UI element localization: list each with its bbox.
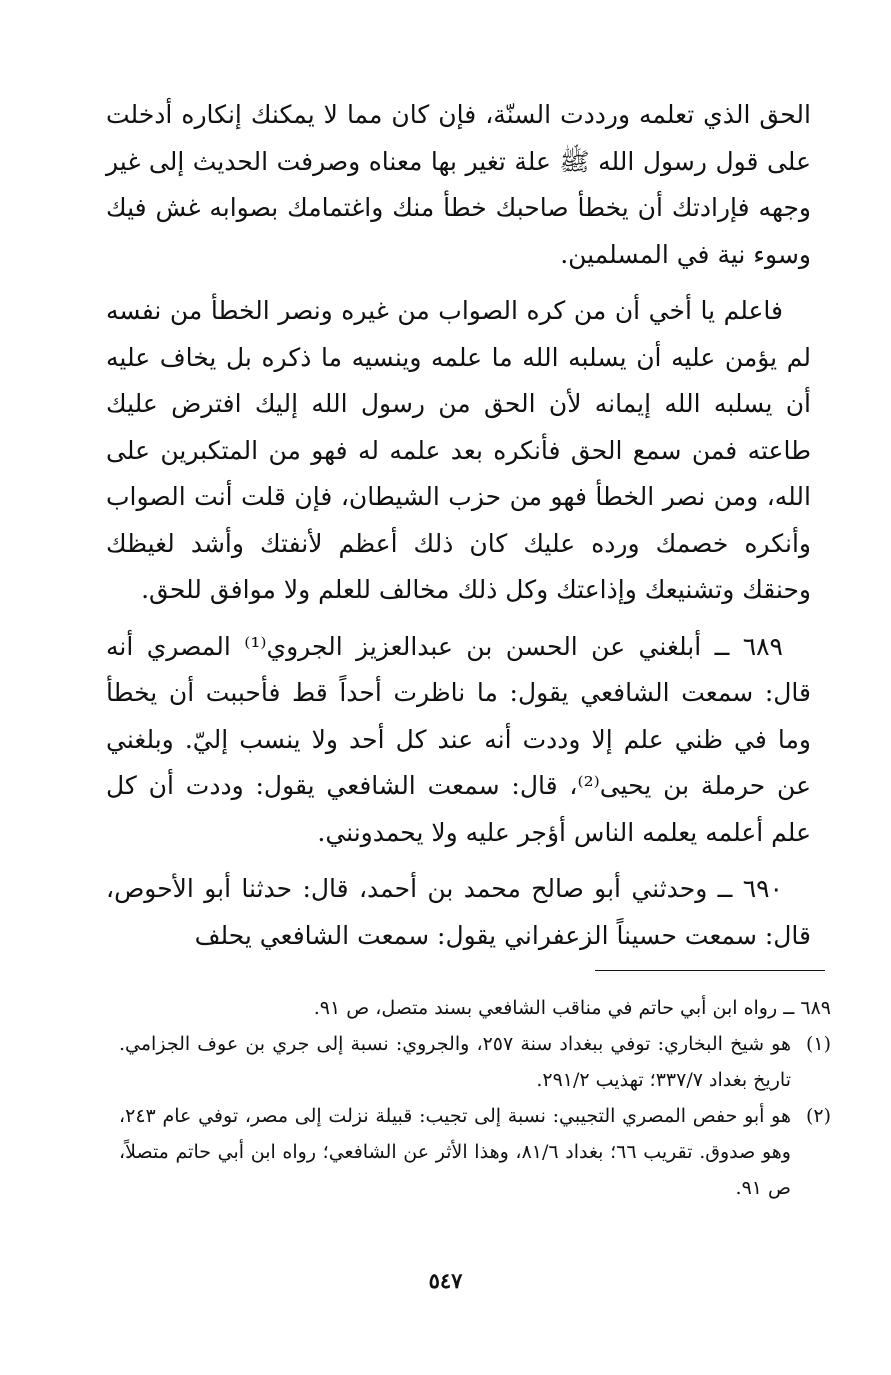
footnote-2-number: (٢) (805, 1105, 831, 1127)
footnote-2-text: هو أبو حفص المصري التجيبي: نسبة إلى تجيب: قبيلة نزلت إلى مصر، توفي عام ٢٤٣، وهو صدوق. تقريب ٦٦؛ بغداد ٨١/٦، وهذا الأثر عن الشافعي؛ رواه ابن أبي حاتم متصلاً، ص ٩١. (119, 1105, 791, 1199)
footnote-2 (119, 1098, 831, 1206)
paragraph-admonition: فاعلم يا أخي أن من كره الصواب من غيره ونصر الخطأ من نفسه لم يؤمن عليه أن يسلبه الله ما علمه وينسيه ما ذكره بل يخاف عليه أن يسلبه الله إيمانه لأن الحق من رسول الله إليك افترض عليك طاعته فمن سمع الحق فأنكره بعد علمه له فهو من المتكبرين على الله، ومن نصر الخطأ فهو من حزب الشيطان، فإن قلت أنت الصواب وأنكره خصمك ورده عليك كان ذلك أعظم لأنفتك وأشد لغيظك وحنقك وتشنيعك وإذاعتك وكل ذلك مخالف للعلم ولا موافق للحق. (106, 296, 811, 604)
paragraph-narration-690: ٦٩٠ ــ وحدثني أبو صالح محمد بن أحمد، قال: حدثنا أبو الأحوص، قال: سمعت حسيناً الزعفراني يقول: سمعت الشافعي يحلف (106, 874, 811, 950)
footnote-1-number: (١) (805, 1033, 831, 1055)
footnote-1-text: هو شيخ البخاري: توفي ببغداد سنة ٢٥٧، والجروي: نسبة إلى جري بن عوف الجزامي. تاريخ بغداد ٣٣٧/٧؛ تهذيب ٢٩١/٢. (119, 1033, 791, 1091)
main-text (106, 92, 811, 959)
footnotes (119, 990, 831, 1206)
page-number: ٥٤٧ (428, 1268, 463, 1293)
paragraph-narration-689: ٦٨٩ ــ أبلغني عن الحسن بن عبدالعزيز الجروي⁽¹⁾ المصري أنه قال: سمعت الشافعي يقول: ما ناظرت أحداً قط فأحببت أن يخطأ وما في ظني علم إلا وددت أنه عند كل أحد ولا ينسب إليّ. وبلغني عن حرملة بن يحيى⁽²⁾، قال: سمعت الشافعي يقول: وددت أن كل علم أعلمه يعلمه الناس أؤجر عليه ولا يحمدونني. (106, 631, 812, 847)
paragraph-continuation: الحق الذي تعلمه ورددت السنّة، فإن كان مما لا يمكنك إنكاره أدخلت على قول رسول الله ﷺ علة تغير بها معناه وصرفت الحديث إلى غير وجهه فإرادتك أن يخطأ صاحبك خطأ منك واغتمامك بصوابه غش فيك وسوء نية في المسلمين. (106, 100, 811, 269)
footnote-divider (595, 970, 825, 971)
footnote-689: ٦٨٩ ــ رواه ابن أبي حاتم في مناقب الشافعي بسند متصل، ص ٩١. (313, 997, 831, 1019)
footnote-1 (119, 1026, 831, 1098)
